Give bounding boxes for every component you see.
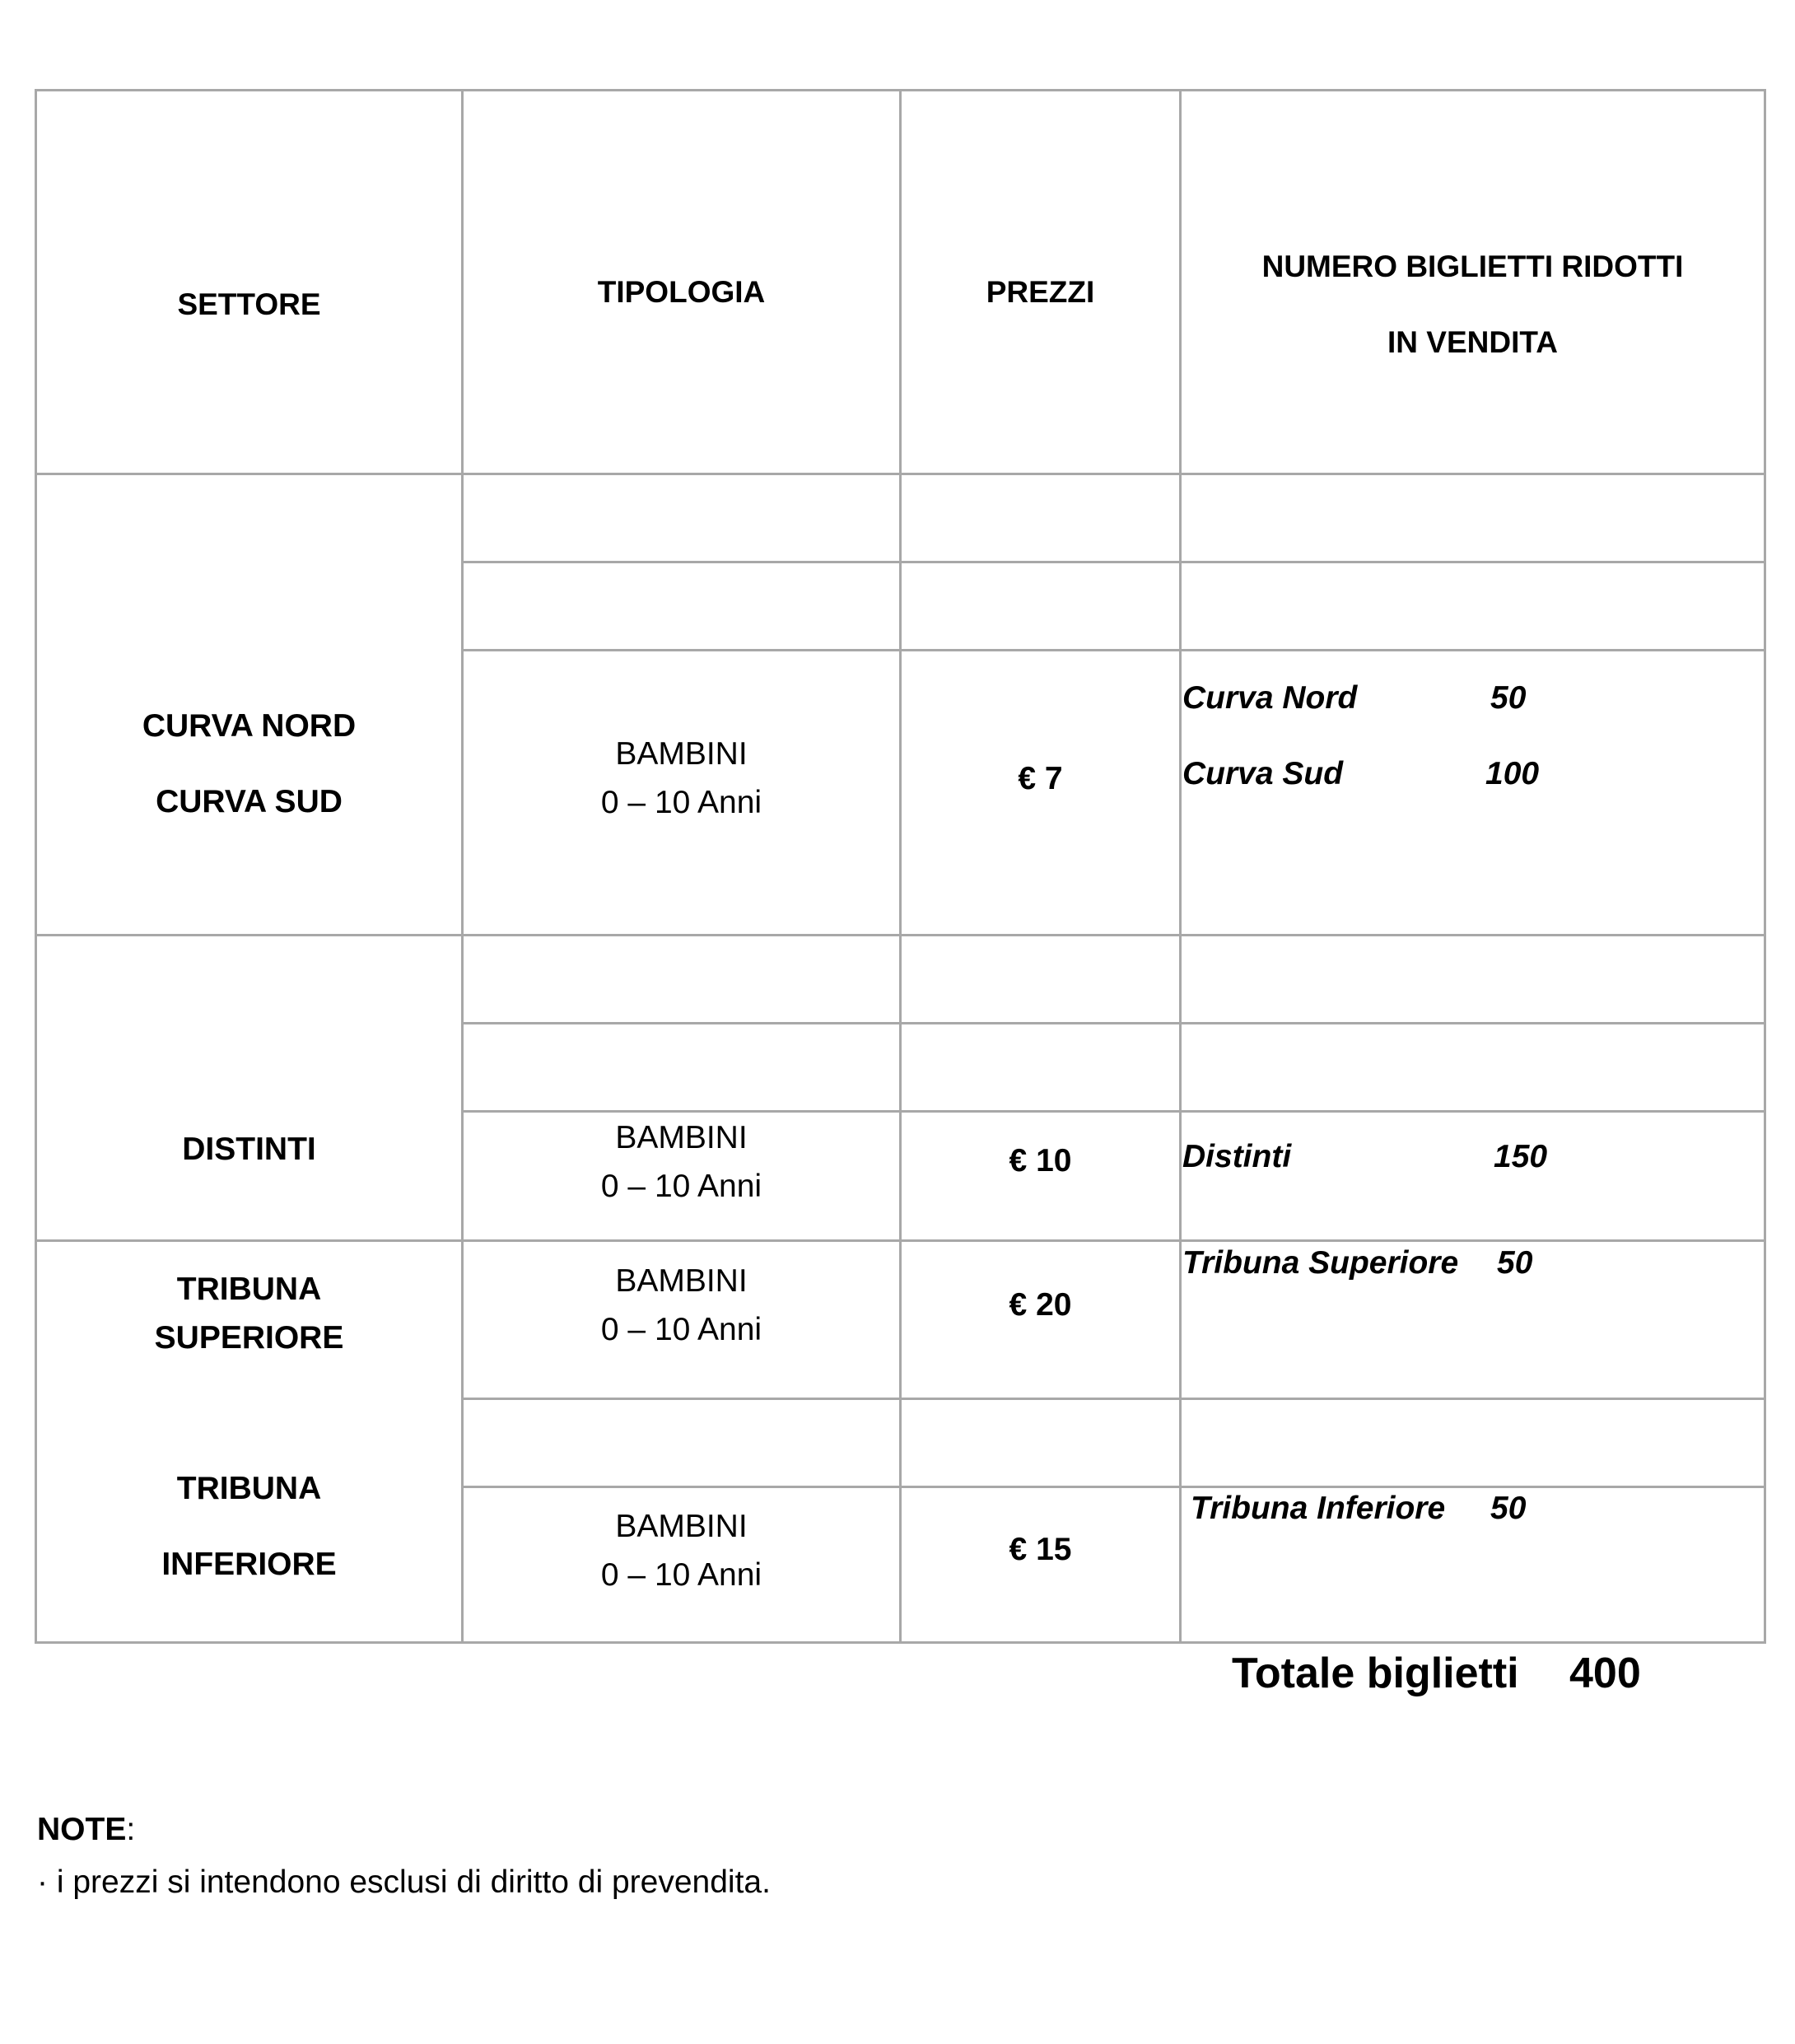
price-distinti: € 10 bbox=[1009, 1143, 1072, 1178]
row-divider bbox=[461, 1110, 1766, 1113]
notes-line: · i prezzi si intendono esclusi di diritto di prevendita. bbox=[37, 1864, 771, 1900]
table-border-bottom bbox=[35, 1641, 1766, 1644]
qty-value-tribuna-superiore: 50 bbox=[1497, 1245, 1533, 1281]
row-divider bbox=[461, 649, 1766, 651]
table-border-right bbox=[1764, 89, 1766, 1644]
tipologia-tribuna-superiore: BAMBINI 0 – 10 Anni bbox=[600, 1263, 762, 1347]
notes-title bbox=[37, 1812, 135, 1848]
qty-value-tribuna-inferiore: 50 bbox=[1490, 1491, 1527, 1526]
qty-label-distinti: Distinti bbox=[1182, 1139, 1292, 1174]
sector-curve: CURVA NORD CURVA SUD bbox=[142, 708, 357, 819]
tipologia-curve: BAMBINI 0 – 10 Anni bbox=[600, 736, 762, 820]
row-divider bbox=[461, 1398, 1766, 1400]
row-divider bbox=[35, 934, 1766, 936]
row-divider bbox=[35, 1239, 1766, 1242]
qty-value-distinti: 150 bbox=[1494, 1139, 1548, 1174]
qty-label-tribuna-superiore: Tribuna Superiore bbox=[1182, 1245, 1459, 1281]
tipologia-tribuna-inferiore: BAMBINI 0 – 10 Anni bbox=[600, 1509, 762, 1593]
price-tribuna-superiore: € 20 bbox=[1009, 1287, 1072, 1323]
qty-label-tribuna-inferiore: Tribuna Inferiore bbox=[1191, 1491, 1446, 1526]
notes-title-colon: : bbox=[126, 1812, 136, 1847]
sector-tribuna-superiore: TRIBUNA SUPERIORE bbox=[154, 1272, 344, 1356]
table-border-top bbox=[35, 89, 1766, 91]
header-numero-biglietti: NUMERO BIGLIETTI RIDOTTI IN VENDITA bbox=[1261, 250, 1684, 359]
row-divider bbox=[35, 473, 1766, 475]
qty-value-curva-nord: 50 bbox=[1490, 680, 1527, 716]
qty-value-curva-sud: 100 bbox=[1485, 756, 1540, 791]
notes-title-text: NOTE bbox=[37, 1812, 127, 1847]
header-tipologia: TIPOLOGIA bbox=[597, 275, 766, 309]
qty-label-curva-nord: Curva Nord bbox=[1182, 680, 1358, 716]
tipologia-distinti: BAMBINI 0 – 10 Anni bbox=[600, 1120, 762, 1204]
header-settore: SETTORE bbox=[177, 287, 321, 321]
row-divider bbox=[461, 1486, 1766, 1488]
total-label: Totale biglietti bbox=[1232, 1650, 1519, 1697]
sector-tribuna-inferiore: TRIBUNA INFERIORE bbox=[161, 1471, 337, 1582]
total-value: 400 bbox=[1569, 1650, 1641, 1697]
price-curve: € 7 bbox=[1018, 761, 1063, 796]
row-divider bbox=[461, 561, 1766, 563]
price-tribuna-inferiore: € 15 bbox=[1009, 1532, 1072, 1567]
header-prezzi: PREZZI bbox=[986, 275, 1095, 309]
row-divider bbox=[461, 1022, 1766, 1024]
sector-distinti: DISTINTI bbox=[182, 1132, 316, 1167]
qty-label-curva-sud: Curva Sud bbox=[1182, 756, 1344, 791]
